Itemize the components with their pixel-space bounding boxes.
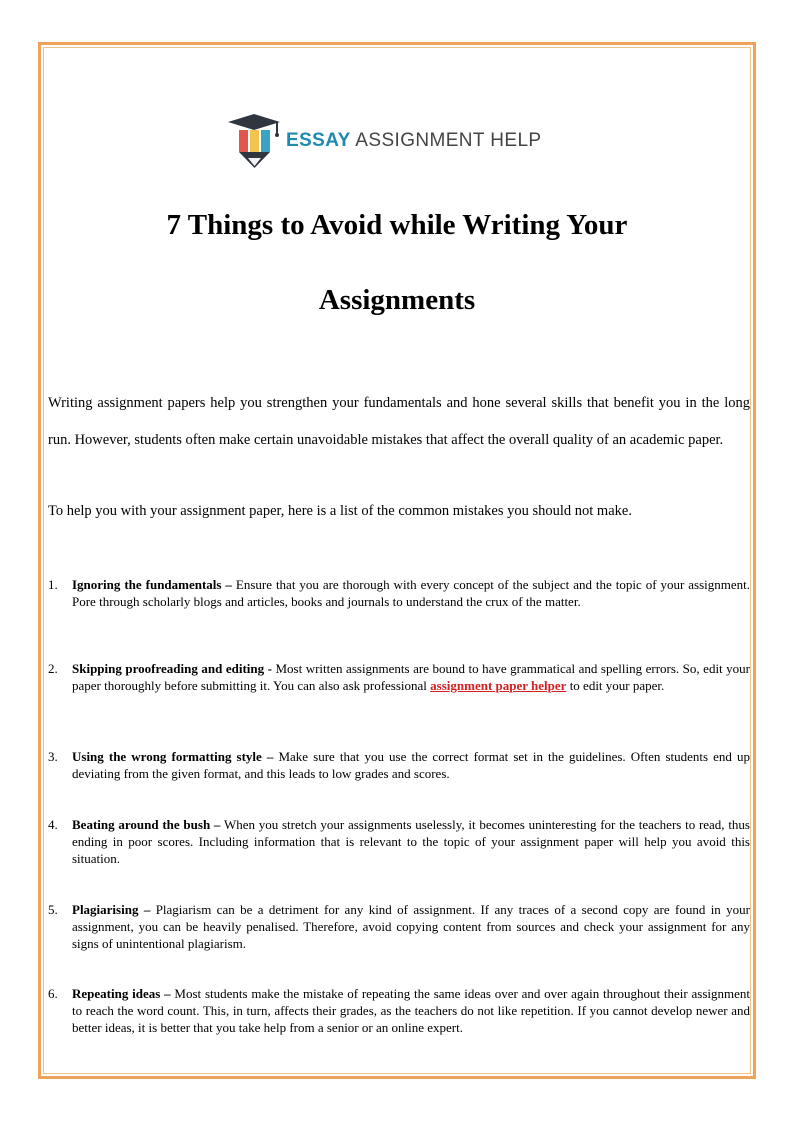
logo-brand-text: ESSAY [286,130,351,151]
list-item-number: 3. [48,749,58,764]
graduation-pencil-icon [226,112,282,174]
list-item-term: Skipping proofreading and editing - [72,661,272,676]
list-item-number: 4. [48,817,58,832]
list-item-body [72,901,750,952]
list-item-text: Most students make the mistake of repeating the same ideas over and over again throughout their assignment to reach the word count. This, in turn, affects their grades, as the teachers do not like repetition. If you cannot develop newer and better ideas, it is better that you take help from a senior or an online expert. [72,986,751,1035]
page-title-line-1: 7 Things to Avoid while Writing Your [166,209,628,241]
list-item-number: 5. [48,902,58,917]
list-item-body [72,985,750,1036]
list-item-text: Ensure that you are thorough with every concept of the subject and the topic of your assignment. Pore through scholarly blogs and articles, books and journals to understand the crux of the matter. [72,577,751,609]
list-item-term: Plagiarising – [72,902,151,917]
list-item-body [72,576,750,610]
list-item-number: 1. [48,577,58,592]
page-title-line-2: Assignments [318,284,476,316]
intro-paragraph: Writing assignment papers help you strengthen your fundamentals and hone several skills that benefit you in the long run. However, students often make certain unavoidable mistakes that affect the overall quality of an academic paper. [48,395,750,448]
list-item-text: Make sure that you use the correct format set in the guidelines. Often students end up deviating from the given format, and this leads to low grades and scores. [72,749,750,781]
intro-lead-in: To help you with your assignment paper, here is a list of the common mistakes you should not make. [48,503,632,519]
logo-rest-text: ASSIGNMENT HELP [350,130,542,151]
list-item-term: Ignoring the fundamentals – [72,577,232,592]
essay-assignment-help-logo [226,112,576,174]
list-item-text: Plagiarism can be a detriment for any kind of assignment. If any traces of a second copy are found in your assignment, you can be heavily penalised. Therefore, avoid copying content from sources and check your assignment for any signs of unintentional plagiarism. [72,902,750,951]
list-item [48,985,750,1036]
list-item [48,816,750,867]
list-item-number: 2. [48,661,58,676]
list-item-term: Beating around the bush – [72,817,221,832]
list-item [48,901,750,952]
list-item-body [72,748,750,782]
list-item-term: Using the wrong formatting style – [72,749,274,764]
list-item-body [72,660,750,694]
list-item-term: Repeating ideas – [72,986,171,1001]
list-item [48,660,750,694]
list-item-text: When you stretch your assignments uselessly, it becomes uninteresting for the teachers to read, thus ending in poor scores. Including information that is relevant to the topic of your assignment paper will help you avoid this situation. [72,817,750,866]
list-item-text-after: to edit your paper. [566,678,665,693]
list-item [48,576,750,610]
logo-wordmark [286,130,542,152]
list-item [48,748,750,782]
list-item-number: 6. [48,986,58,1001]
assignment-paper-helper-link[interactable]: assignment paper helper [430,678,567,693]
list-item-body [72,816,750,867]
list-item-text: Most written assignments are bound to have grammatical and spelling errors. So, edit your paper thoroughly before submitting it. You can also ask professional [72,661,751,693]
